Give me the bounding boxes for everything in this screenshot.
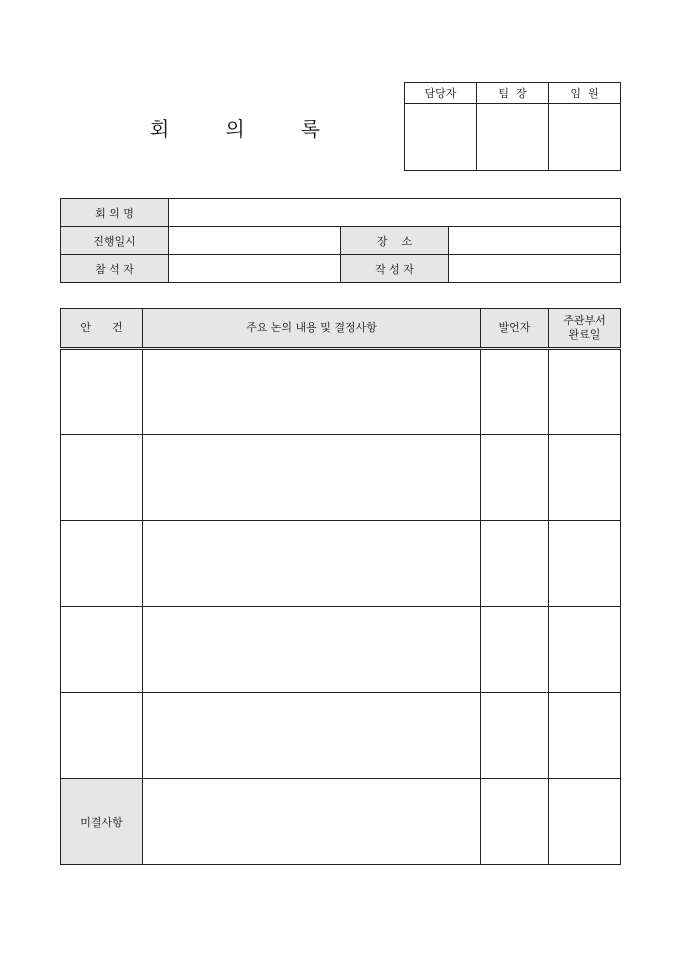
agenda-cell[interactable] (61, 521, 143, 607)
dept-completion-cell[interactable] (549, 693, 621, 779)
approval-sign-executive[interactable] (549, 104, 621, 171)
title-char-2: 의 (225, 116, 245, 141)
dept-header-line1: 주관부서 (563, 313, 606, 327)
approval-header-staff: 담당자 (405, 83, 477, 104)
dept-completion-cell[interactable] (549, 435, 621, 521)
pending-label: 미결사항 (61, 779, 143, 865)
pending-speaker-cell[interactable] (481, 779, 549, 865)
content-cell[interactable] (143, 607, 481, 693)
pending-dept-cell[interactable] (549, 779, 621, 865)
minutes-table (60, 308, 621, 865)
meeting-name-label: 회 의 명 (61, 199, 169, 227)
approval-sign-staff[interactable] (405, 104, 477, 171)
author-label: 작 성 자 (341, 255, 449, 283)
agenda-cell[interactable] (61, 693, 143, 779)
meeting-date-field[interactable] (169, 227, 341, 255)
title-char-3: 록 (300, 116, 320, 141)
speaker-cell[interactable] (481, 521, 549, 607)
content-cell[interactable] (143, 435, 481, 521)
dept-completion-cell[interactable] (549, 607, 621, 693)
content-cell[interactable] (143, 693, 481, 779)
pending-content-cell[interactable] (143, 779, 481, 865)
agenda-header: 안 건 (61, 309, 143, 349)
author-field[interactable] (449, 255, 621, 283)
table-row (61, 521, 621, 607)
content-cell[interactable] (143, 349, 481, 435)
dept-completion-cell[interactable] (549, 349, 621, 435)
meeting-date-label: 진행일시 (61, 227, 169, 255)
agenda-cell[interactable] (61, 607, 143, 693)
meeting-place-field[interactable] (449, 227, 621, 255)
document-title (150, 112, 320, 142)
speaker-cell[interactable] (481, 435, 549, 521)
pending-row (61, 779, 621, 865)
content-cell[interactable] (143, 521, 481, 607)
dept-completion-header (549, 309, 621, 349)
table-row (61, 607, 621, 693)
table-row (61, 349, 621, 435)
meeting-info-table (60, 198, 621, 283)
table-row (61, 435, 621, 521)
speaker-cell[interactable] (481, 693, 549, 779)
dept-header-line2: 완료일 (568, 328, 601, 341)
speaker-cell[interactable] (481, 349, 549, 435)
dept-completion-cell[interactable] (549, 521, 621, 607)
meeting-place-label: 장 소 (341, 227, 449, 255)
title-char-1: 회 (150, 116, 170, 141)
meeting-name-field[interactable] (169, 199, 621, 227)
content-header: 주요 논의 내용 및 결정사항 (143, 309, 481, 349)
agenda-cell[interactable] (61, 435, 143, 521)
approval-sign-team-lead[interactable] (477, 104, 549, 171)
approval-header-executive: 임 원 (549, 83, 621, 104)
agenda-cell[interactable] (61, 349, 143, 435)
attendees-field[interactable] (169, 255, 341, 283)
approval-header-team-lead: 팀 장 (477, 83, 549, 104)
attendees-label: 참 석 자 (61, 255, 169, 283)
speaker-cell[interactable] (481, 607, 549, 693)
table-row (61, 693, 621, 779)
speaker-header: 발언자 (481, 309, 549, 349)
approval-table (404, 82, 621, 171)
